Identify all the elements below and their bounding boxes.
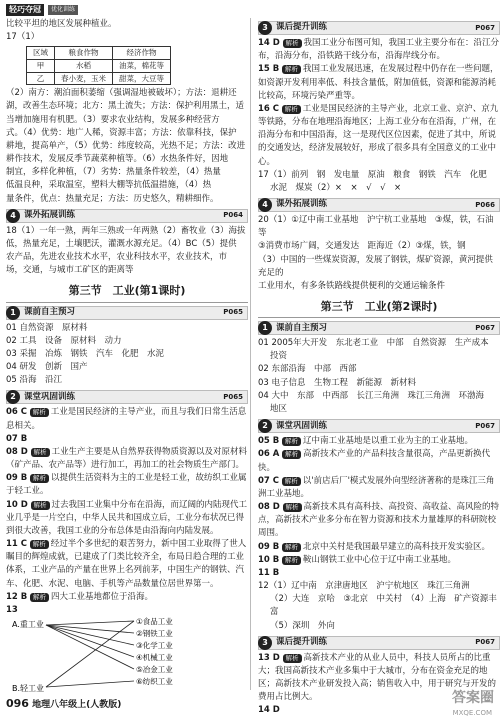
section-header-improvement (258, 636, 500, 650)
q13-item: ⑥纺织工业 (136, 677, 173, 687)
section-page: P065 (223, 308, 243, 317)
list-item: 08 D 解析 工业生产主要是从自然界获得物质资源以及对原材料（矿产品、农产品等）进行加工，再加工的社会物质生产部门。 (6, 446, 248, 471)
table-cell: 区域 (27, 47, 55, 60)
left-column (6, 18, 248, 700)
text-line: ③消费市场广阔，交通发达 距海近（2）③煤，铁，钢 (258, 241, 466, 252)
section-page: P067 (475, 23, 495, 32)
page-footer (6, 695, 121, 713)
section-page: P066 (475, 200, 495, 209)
section-number: 2 (6, 390, 20, 404)
list-item: 06 A 解析 高新技术产业的产品科技含量很高，产品更新换代快。 (258, 449, 491, 473)
q13-item: ⑤冶金工业 (136, 665, 173, 675)
preview-answers (6, 322, 248, 388)
list-item: 10 B 解析 鞍山钢铁工业中心位于辽中南工业基地。 (258, 554, 456, 565)
section-title: 课后提升训练 (276, 22, 328, 33)
text-line: 工业用水，有多条铁路线提供便利的交通运输条件 (258, 280, 446, 291)
table-row (27, 72, 171, 85)
analysis-badge: 解析 (30, 474, 49, 483)
list-item: 14 D (258, 705, 280, 716)
list-item: 04 研发 创新 国产 (6, 362, 88, 373)
crop-table (26, 46, 171, 85)
text-line: （2）南方：潮泊面积萎缩（强调湿地被破坏）；方法：退耕还 (6, 88, 237, 99)
text-line: （5）深圳 外向 (270, 620, 335, 631)
table-cell: 甜菜，大豆等 (113, 72, 171, 85)
q17-answer (6, 87, 248, 206)
list-item: 10 D 解析 过去我国工业集中分布在沿海，而辽阔的内陆现代工业几乎是一片空白，中华人民共和国成立后，工业分布状况已得到很大改善，我国工业的分布总体是由沿海向内陆发展。 (6, 499, 248, 536)
q13-item: ④机械工业 (136, 653, 173, 663)
q17-label: 17（1） (6, 32, 40, 43)
text-line: 20（1）①辽中南工业基地 沪宁杭工业基地 ③煤，铁，石油等 (258, 215, 494, 239)
intro-line: 比较平坦的地区发展种植业。 (6, 19, 117, 29)
list-item: 07 C 解析 以'前店后厂'模式发展外向型经济著称的是珠江三角洲工业基地。 (258, 475, 495, 499)
analysis-badge: 解析 (282, 477, 301, 486)
q20-answer (258, 214, 500, 293)
section-number: 1 (6, 306, 20, 320)
text-line: （2）大连 京哈 ③北京 中关村 （4）上海 矿产资源丰富 (270, 594, 497, 618)
list-item: 05 B 解析 辽中南工业基地是以重工业为主的工业基地。 (258, 436, 473, 447)
list-item: 02 工具 设备 原材料 动力 (6, 335, 122, 346)
list-item: 03 采掘 冶炼 钢铁 汽车 化肥 水泥 (6, 348, 165, 359)
table-header-row (27, 47, 171, 60)
list-item: 15 B 解析 我国工业发展迅速，在发展过程中仍存在一些问题，如资源开发利用率低、科技含量低，附加值低，资源和能源消耗比较高，环境污染严重等。 (258, 64, 499, 101)
section-header-extension (258, 198, 500, 212)
list-item: 09 B 解析 以提供生活资料为主的工业是轻工业，故纺织工业属于轻工业。 (6, 473, 247, 497)
right-column (258, 18, 500, 718)
table-cell: 甲 (27, 59, 55, 72)
chapter-title: 第三节 工业(第1课时) (6, 282, 248, 302)
analysis-badge: 解析 (283, 654, 302, 663)
section-header-preview (6, 306, 248, 320)
page-number: 096 (6, 697, 29, 710)
section-page: P067 (475, 421, 495, 430)
section-title: 课堂巩固训练 (24, 391, 76, 402)
q13-light-label: B.轻工业 (12, 684, 45, 694)
list-item: 08 D 解析 高新技术具有高科技、高投资、高收益、高风险的特点，高新技术产业多分布在智力资源和技术力量雄厚的科研院校周围。 (258, 502, 500, 539)
analysis-badge: 解析 (282, 450, 301, 459)
text-line: 12（1）辽中南 京津唐地区 沪宁杭地区 珠江三角洲 (258, 581, 470, 592)
section-number: 2 (258, 419, 272, 433)
text-line: 制宜，多样化种植，（7）劣势：热量条件较差，（4）热量 (6, 167, 221, 178)
section-title: 课后提升训练 (276, 637, 328, 648)
connector-line (46, 681, 134, 687)
text-line: 水泥 煤炭（2）× × √ √ × (270, 182, 402, 193)
section-header-consolidation (258, 419, 500, 433)
list-item: 03 电子信息 生物工程 新能源 新材料 (258, 377, 417, 388)
section-header-extension (6, 209, 248, 223)
analysis-badge: 解析 (30, 540, 49, 549)
analysis-badge: 解析 (30, 408, 49, 417)
text-line: 耕地，提高单产，（5）优势：纬度较高，光热不足；方法：改进 (6, 140, 246, 151)
list-item: 投资 (270, 351, 288, 362)
text-line: 农产品，先进农业技术水平，农业科技水平，农业技术，市 (6, 252, 228, 263)
analysis-badge: 解析 (282, 543, 301, 552)
table-cell: 粮食作物 (55, 47, 113, 60)
analysis-badge: 解析 (282, 105, 301, 114)
list-item: 04 大中 东部 中西部 长江三角洲 珠江三角洲 环渤海 (258, 390, 485, 401)
list-item: 09 B 解析 北京中关村是我国最早建立的高科技开发实验区。 (258, 541, 490, 552)
section-title: 课前自主预习 (24, 306, 76, 317)
section-number: 3 (258, 21, 272, 35)
table-cell: 乙 (27, 72, 55, 85)
section-header-preview (258, 321, 500, 335)
header (6, 3, 78, 17)
table-cell: 油菜，棉花等 (113, 59, 171, 72)
q13-heavy-label: A.重工业 (12, 620, 44, 630)
consolidation-answers (258, 435, 500, 633)
section-title: 课堂巩固训练 (276, 420, 328, 431)
section-number: 4 (6, 209, 20, 223)
list-item: 06 C 解析 工业是国民经济的主导产业，而且与我们日常生活息息相关。 (6, 407, 247, 431)
section-page: P067 (475, 323, 495, 332)
list-item: 01 自然资源 原材料 (6, 322, 88, 333)
analysis-badge: 解析 (31, 448, 50, 457)
text-line: 低温良种，采取温室，塑料大棚等抗低温措施，（4）热 (6, 180, 212, 191)
footer-text: 地理八年级上(人教版) (32, 700, 122, 710)
analysis-badge: 解析 (282, 65, 301, 74)
text-line: （3）中国的一些煤炭资源，发展了钢铁，煤矿资源，黄河提供充足的 (258, 254, 493, 278)
list-item: 11 C 解析 经过半个多世纪的艰苦努力，新中国工业取得了世人瞩目的辉煌成就，已建成了门类比较齐全，布局日趋合理的工业体系，工业产品的产量在世界上名列前茅，中国生产的钢铁、汽车、化肥、水泥、电脑、手机等产品数量位居世界第一。 (6, 539, 247, 589)
list-item: 12 B 解析 四大工业基地都位于沿海。 (6, 591, 153, 602)
section-title: 课前自主预习 (276, 322, 328, 333)
analysis-badge: 解析 (283, 39, 302, 48)
list-item: 11 B (258, 567, 280, 578)
q13-item: ③化学工业 (136, 641, 173, 651)
section-page: P065 (223, 392, 243, 401)
section-number: 4 (258, 198, 272, 212)
text-line: 湖，改善生态环境；北方：黑土流失；方法：保护利用黑土，适 (6, 101, 245, 112)
q18-answer (6, 225, 248, 278)
connector-line (46, 625, 134, 657)
analysis-badge: 解析 (30, 593, 49, 602)
table-cell: 水稻 (55, 59, 113, 72)
text-line: 量条件，优点：热量充足；方法：历史悠久，精耕细作。 (6, 193, 219, 204)
section-header-consolidation (6, 390, 248, 404)
table-cell: 经济作物 (113, 47, 171, 60)
text-line: 17（1）前列 钢 发电量 原油 粮食 钢铁 汽车 化肥 (258, 169, 487, 180)
preview-answers (258, 337, 500, 416)
list-item: 14 D 解析 我国工业分布图可知，我国工业主要分布在：沿江分布，沿海分布，沿铁路干线分布，沿海岸线分布。 (258, 38, 500, 62)
table-cell: 春小麦，玉米 (55, 72, 113, 85)
column-divider (250, 18, 251, 690)
q13-item: ①食品工业 (136, 617, 173, 627)
connector-line (46, 621, 134, 625)
text-line: 场，交通，与城市工矿区的距离等 (6, 265, 134, 276)
section-title: 课外拓展训练 (24, 210, 76, 221)
connector-line (46, 621, 134, 687)
section-header-improvement (258, 21, 500, 35)
chapter-title: 第三节 工业(第2课时) (258, 298, 500, 318)
text-line: 低，热量充足，土壤肥沃，灌溉水源充足。（4）BC（5）提供 (6, 238, 237, 249)
connector-line (46, 625, 134, 645)
watermark-url: MXQE.COM (452, 709, 492, 717)
q13-label: 13 (6, 604, 18, 615)
list-item: 05 沿海 沿江 (6, 375, 63, 386)
analysis-badge: 解析 (282, 556, 301, 565)
analysis-badge: 解析 (31, 501, 50, 510)
q13-diagram (6, 617, 236, 695)
section-page: P067 (475, 638, 495, 647)
q13-item: ②钢铁工业 (136, 629, 173, 639)
analysis-badge: 解析 (282, 437, 301, 446)
watermark: 答案圈 (452, 690, 494, 706)
list-item: 02 东部沿海 中部 西部 (258, 364, 357, 375)
section-page: P064 (223, 211, 243, 220)
analysis-badge: 解析 (283, 503, 302, 512)
consolidation-answers (6, 406, 248, 604)
brand-logo: 轻巧夺冠 (6, 4, 44, 16)
list-item: 16 C 解析 工业是国民经济的主导产业，北京工业、京沪、京九等铁路，分布在地理沿海地区；上海工业分布在沿海，广州，在沿海分布和中国沿海，这一是现代区位因素，促进了其中，所说的交通发达，经济发展较好，形成了很多具有全国意义的工业中心。 (258, 103, 499, 167)
list-item: 13 D 解析 高新技术产业的从业人员中，科技人员所占的比重大；我国高新技术产业多集中于大城市，分布在资金充足的地区；高新技术产业研发投入高；销售收入中，用于研究与开发的费用占比例大。 (258, 652, 497, 703)
improvement-answers (258, 37, 500, 195)
section-title: 课外拓展训练 (276, 199, 328, 210)
section-number: 3 (258, 636, 272, 650)
text-line: 耕作技术，发展反季节蔬菜种植等。（6）水热条件好，因地 (6, 154, 229, 165)
text-line: 式。（4）优势：地广人稀，资源丰富；方法：依靠科技，保护 (6, 127, 237, 138)
text-line: 当增加施用有机肥。（3）要求农业结构，发展多种经营方 (6, 114, 220, 125)
list-item: 01 2005年大开发 东北老工业 中部 自然资源 生产成本 (258, 338, 489, 349)
list-item: 地区 (270, 404, 288, 414)
list-item: 07 B (6, 433, 28, 444)
brand-tag: 优化训练 (48, 5, 78, 15)
section-number: 1 (258, 321, 272, 335)
text-line: 18（1）一年一熟，两年三熟或一年两熟（2）畜牧业（3）海拔 (6, 225, 246, 236)
table-row (27, 59, 171, 72)
